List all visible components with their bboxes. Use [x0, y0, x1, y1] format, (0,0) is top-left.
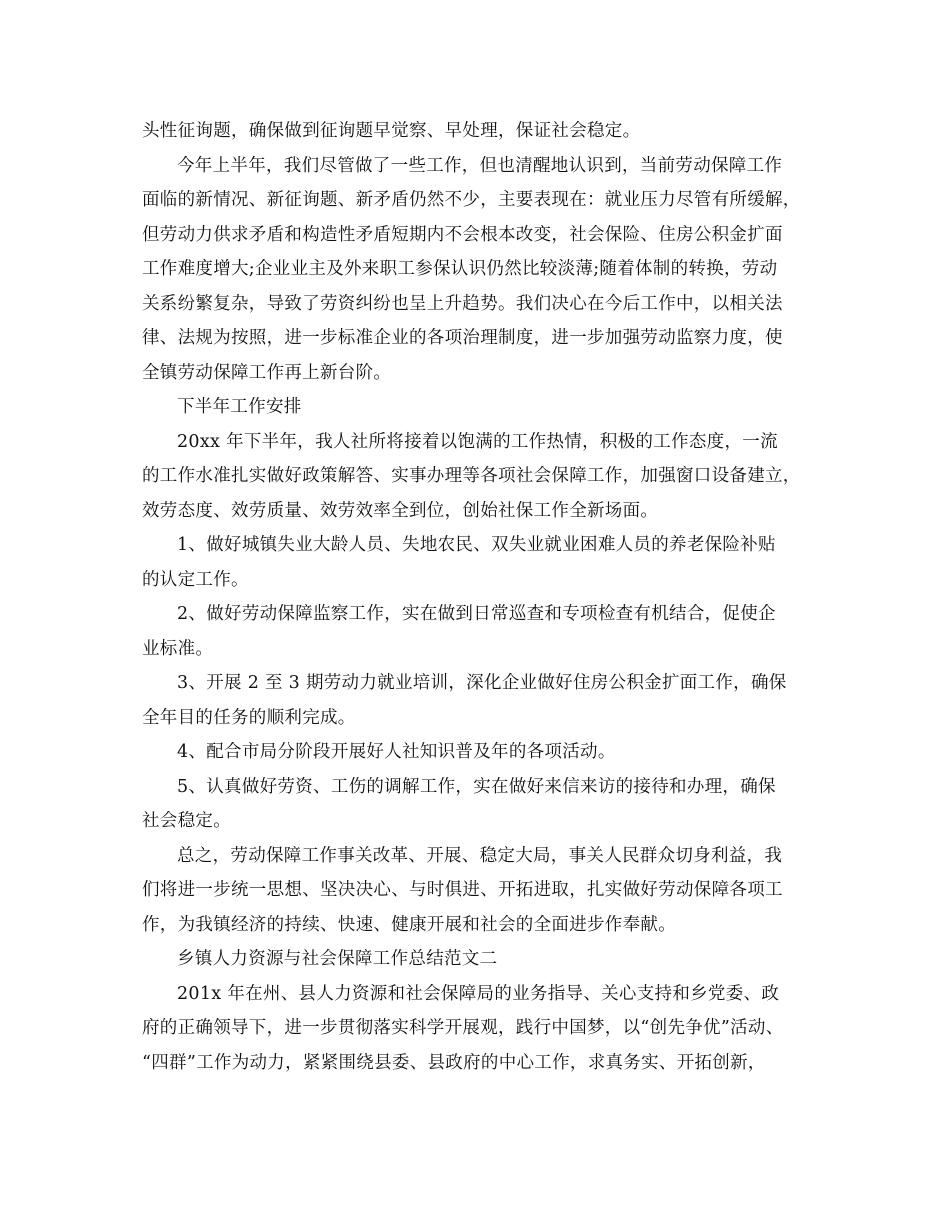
text-line: 但劳动力供求矛盾和构造性矛盾短期内不会根本改变，社会保险、住房公积金扩面: [142, 224, 783, 245]
list-item: 5、认真做好劳资、工伤的调解工作，实在做好来信来访的接待和办理，确保: [177, 776, 776, 797]
text-line: 们将进一步统一思想、坚决决心、与时俱进、开拓进取，扎实做好劳动保障各项工: [142, 880, 783, 900]
text-line: 面临的新情况、新征询题、新矛盾仍然不少，主要表现在：就业压力尽管有所缓解，: [142, 190, 801, 210]
text-line: 的工作水准扎实做好政策解答、实事办理等各项社会保障工作，加强窗口设备建立，: [142, 466, 801, 486]
text-line: 工作难度增大;企业业主及外来职工参保认识仍然比较淡薄;随着体制的转换，劳动: [142, 259, 778, 279]
text-line: 201x 年在州、县人力资源和社会保障局的业务指导、关心支持和乡党委、政: [177, 983, 780, 1004]
text-line: 府的正确领导下，进一步贯彻落实科学开展观，践行中国梦，以“创先争优”活动、: [142, 1018, 784, 1038]
text-line: 总之，劳动保障工作事关改革、开展、稳定大局，事关人民群众切身利益，我: [177, 845, 783, 866]
section-heading: 下半年工作安排: [177, 397, 302, 417]
text-line: 20xx 年下半年，我人社所将接着以饱满的工作热情，积极的工作态度，一流: [177, 431, 778, 452]
text-line: 业标准。: [142, 638, 214, 659]
list-item: 4、配合市局分阶段开展好人社知识普及年的各项活动。: [177, 742, 616, 762]
text-line: 全年目的任务的顺利完成。: [142, 707, 356, 728]
list-item: 2、做好劳动保障监察工作，实在做到日常巡查和专项检查有机结合，促使企: [177, 604, 776, 624]
text-line: 今年上半年，我们尽管做了一些工作，但也清醒地认识到，当前劳动保障工作: [177, 155, 783, 176]
text-line: 头性征询题，确保做到征询题早觉察、早处理，保证社会稳定。: [142, 121, 641, 141]
section-heading: 乡镇人力资源与社会保障工作总结范文二: [177, 949, 498, 969]
text-line: 的认定工作。: [142, 569, 249, 590]
text-line: 效劳态度、效劳质量、效劳效率全到位，创始社保工作全新场面。: [142, 500, 659, 521]
list-item: 1、做好城镇失业大龄人员、失地农民、双失业就业困难人员的养老保险补贴: [177, 535, 776, 555]
list-item: 3、开展 2 至 3 期劳动力就业培训，深化企业做好住房公积金扩面工作，确保: [177, 673, 787, 693]
text-line: “四群”工作为动力，紧紧围绕县委、县政府的中心工作，求真务实、开拓创新，: [142, 1052, 766, 1073]
document-body: [142, 114, 828, 1080]
text-line: 全镇劳动保障工作再上新台阶。: [142, 362, 392, 383]
text-line: 关系纷繁复杂，导致了劳资纠纷也呈上升趋势。我们决心在今后工作中，以相关法: [142, 293, 783, 314]
text-line: 作，为我镇经济的持续、快速、健康开展和社会的全面进步作奉献。: [142, 914, 676, 935]
text-line: 社会稳定。: [142, 811, 231, 831]
text-line: 律、法规为按照，进一步标准企业的各项治理制度，进一步加强劳动监察力度，使: [142, 328, 783, 348]
